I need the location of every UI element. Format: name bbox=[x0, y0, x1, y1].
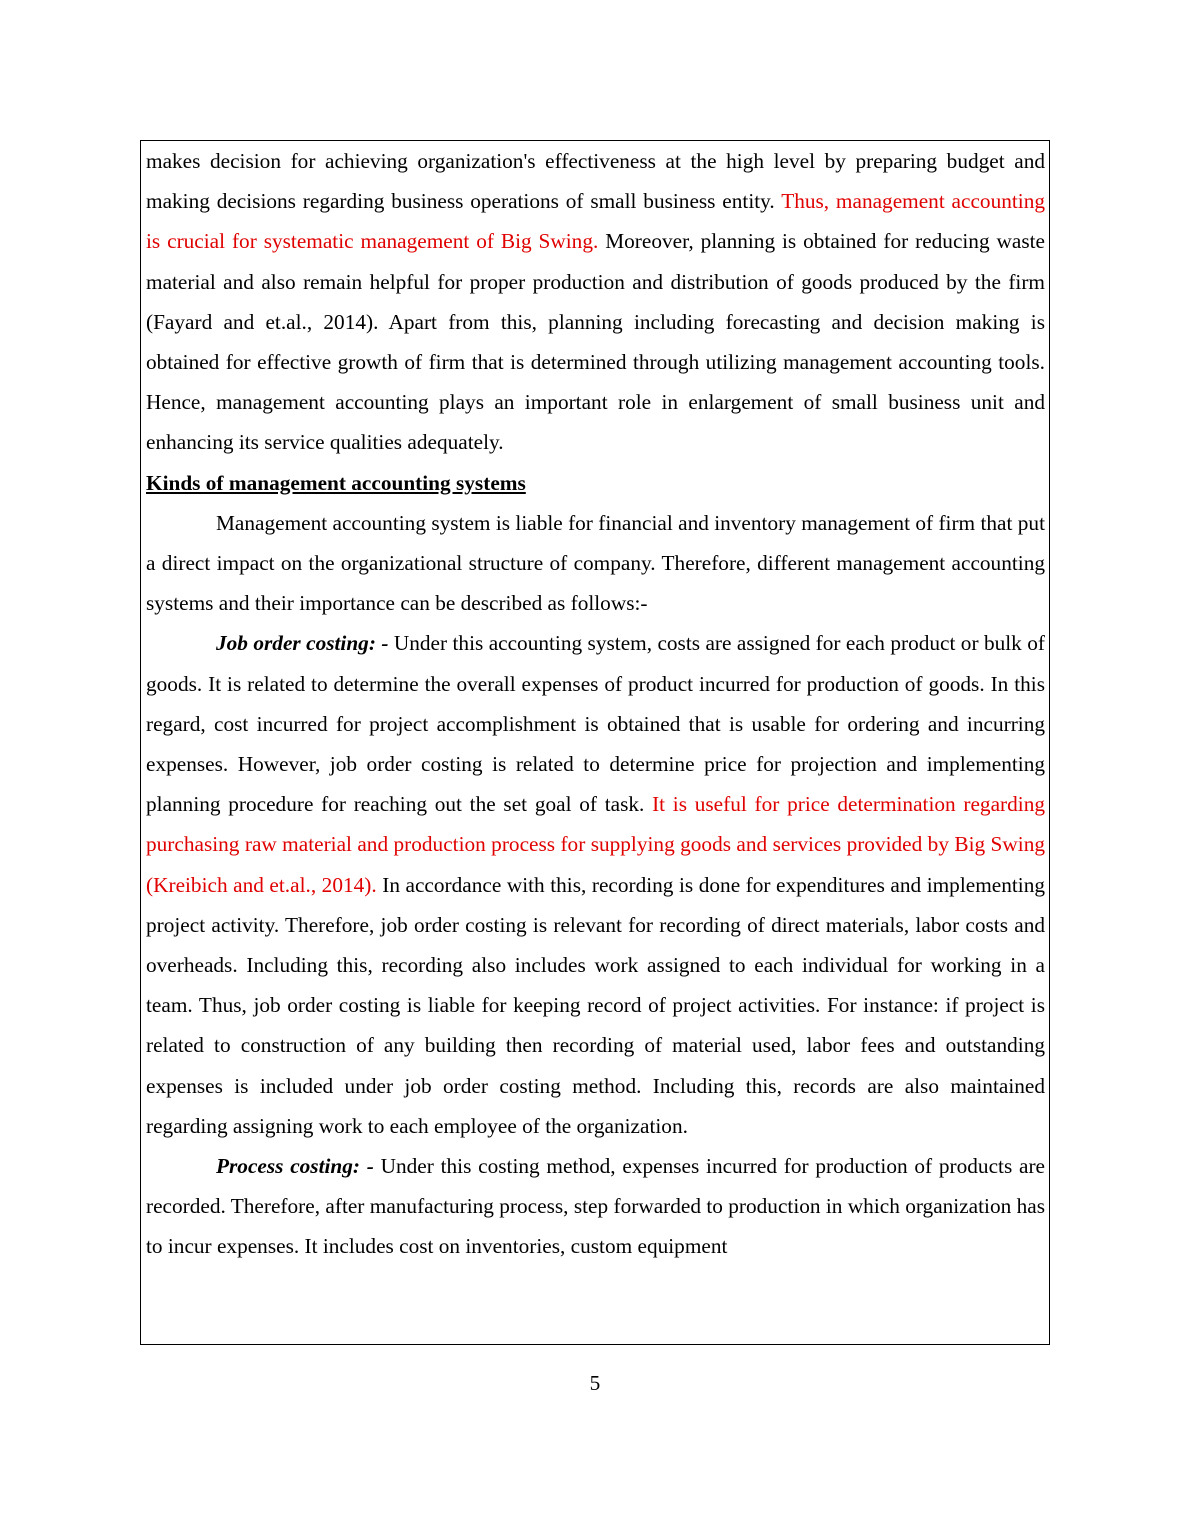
highlighted-text: Thus, management accounting is crucial for systematic management of Big Swing. bbox=[146, 189, 1045, 254]
term-label: Process costing: - bbox=[216, 1154, 374, 1179]
paragraph-planning bbox=[146, 141, 1045, 463]
body-text bbox=[146, 141, 1045, 1267]
paragraph-process-costing bbox=[146, 1146, 1045, 1267]
paragraph-text: Under this accounting system, costs are assigned for each product or bulk of goods. It is related to determine the overall expenses of product incurred for production of goods. In this regard, cost incurred for project accomplishment is obtained that is usable for ordering and incurring expenses. However, job order costing is related to determine price for projection and implementing planning procedure for reaching out the set goal of task. bbox=[146, 631, 1045, 817]
text-frame bbox=[140, 140, 1050, 1345]
paragraph-text: makes decision for achieving organization's effectiveness at the high level by preparing budget and making decisions regarding business operations of small business entity. bbox=[146, 149, 1045, 214]
paragraph-text: Under this costing method, expenses incurred for production of products are recorded. Therefore, after manufacturing process, step forwarded to production in which organization has to incur expenses. It includes cost on inventories, custom equipment bbox=[146, 1154, 1045, 1259]
paragraph-job-order-costing bbox=[146, 623, 1045, 1146]
page-number: 5 bbox=[589, 1371, 601, 1395]
paragraph-intro: Management accounting system is liable for financial and inventory management of firm that put a direct impact on the organizational structure of company. Therefore, different management accounting systems and their importance can be described as follows:- bbox=[146, 510, 1045, 616]
paragraph-text: Moreover, planning is obtained for reducing waste material and also remain helpful for proper production and distribution of goods produced by the firm (Fayard and et.al., 2014). Apart from this, planning including forecasting and decision making is obtained for effective growth of firm that is determined through utilizing management accounting tools. Hence, management accounting plays an important role in enlargement of small business unit and enhancing its service qualities adequately. bbox=[146, 229, 1046, 455]
section-heading: Kinds of management accounting systems bbox=[146, 470, 526, 495]
paragraph-text: In accordance with this, recording is done for expenditures and implementing project activity. Therefore, job order costing is relevant for recording of direct materials, labor costs and overheads. Including this, recording also includes work assigned to each individual for working in a team. Thus, job order costing is liable for keeping record of project activities. For instance: if project is related to construction of any building then recording of material used, labor fees and outstanding expenses is included under job order costing method. Including this, records are also maintained regarding assigning work to each employee of the organization. bbox=[146, 872, 1045, 1138]
highlighted-text: It is useful for price determination regarding purchasing raw material and production process for supplying goods and services provided by Big Swing (Kreibich and et.al., 2014). bbox=[146, 792, 1045, 897]
term-label: Job order costing: - bbox=[216, 631, 389, 656]
